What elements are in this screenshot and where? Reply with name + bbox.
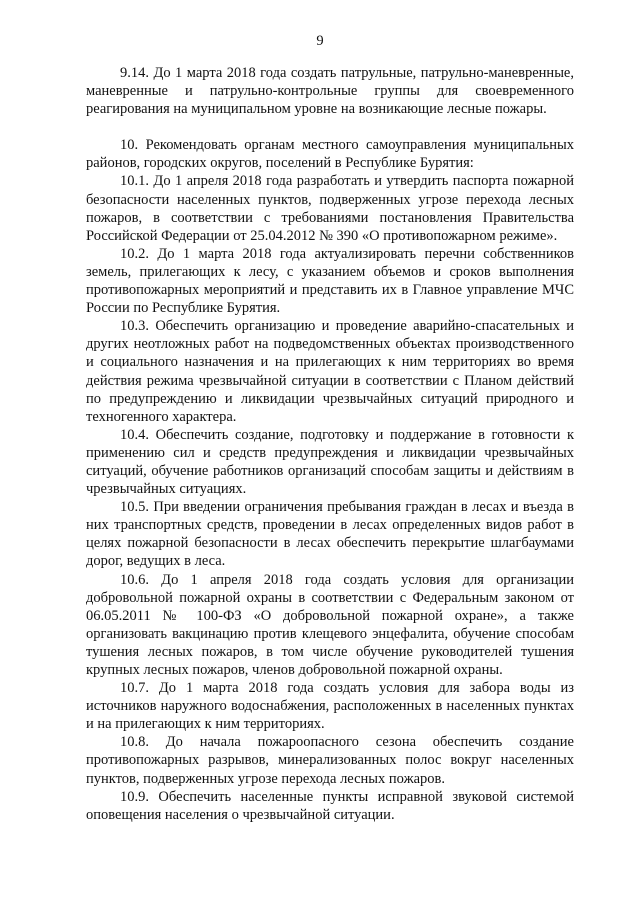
paragraph-10: 10. Рекомендовать органам местного самоуправления муниципальных районов, городских округов, поселений в Республике Бурятия: [86, 137, 574, 172]
paragraph-9-14: 9.14. До 1 марта 2018 года создать патрульные, патрульно-маневренные, маневренные и патрульно-контрольные группы для своевременного реагирования на муниципальном уровне на возникающие лесные пожары. [86, 65, 574, 118]
paragraph-10-7: 10.7. До 1 марта 2018 года создать условия для забора воды из источников наружного водоснабжения, расположенных в населенных пунктах и на прилегающих к ним территориях. [86, 680, 574, 733]
paragraph-10-1: 10.1. До 1 апреля 2018 года разработать и утвердить паспорта пожарной безопасности населенных пунктов, подверженных угрозе перехода лесных пожаров, в соответствии с требованиями постановления Правительства Российской Федерации от 25.04.2012 № 390 «О противопожарном режиме». [86, 173, 574, 244]
paragraph-10-9: 10.9. Обеспечить населенные пункты исправной звуковой системой оповещения населения о чрезвычайной ситуации. [86, 788, 574, 823]
paragraph-10-8: 10.8. До начала пожароопасного сезона обеспечить создание противопожарных разрывов, минерализованных полос вокруг населенных пунктов, подверженных угрозе перехода лесных пожаров. [86, 734, 574, 787]
document-body [86, 64, 574, 824]
paragraph-10-3: 10.3. Обеспечить организацию и проведение аварийно-спасательных и других неотложных работ на подведомственных объектах производственного и социального назначения и на прилегающих к ним территориях во время действия режима чрезвычайной ситуации в соответствии с Планом действий по предупреждению и ликвидации чрезвычайных ситуаций природного и техногенного характера. [86, 318, 574, 425]
page-number: 9 [316, 33, 324, 49]
paragraph-10-5: 10.5. При введении ограничения пребывания граждан в лесах и въезда в них транспортных средств, проведении в лесах определенных видов работ в целях пожарной безопасности в лесах обеспечить перекрытие шлагбаумами дорог, ведущих в леса. [86, 499, 574, 570]
paragraph-10-6: 10.6. До 1 апреля 2018 года создать условия для организации добровольной пожарной охраны в соответствии с Федеральным законом от 06.05.2011 № 100-ФЗ «О добровольной пожарной охране», а также организовать вакцинацию против клещевого энцефалита, обучение способам тушения лесных пожаров, в том числе обучение руководителей тушения крупных лесных пожаров, членов добровольной пожарной охраны. [86, 571, 574, 678]
paragraph-10-4: 10.4. Обеспечить создание, подготовку и поддержание в готовности к применению сил и средств предупреждения и ликвидации чрезвычайных ситуаций, обучение работников организаций способам защиты и действиям в чрезвычайных ситуациях. [86, 426, 574, 498]
paragraph-10-2: 10.2. До 1 марта 2018 года актуализировать перечни собственников земель, прилегающих к лесу, с указанием объемов и сроков выполнения противопожарных мероприятий и представить их в Главное управление МЧС России по Республике Бурятия. [86, 245, 574, 317]
